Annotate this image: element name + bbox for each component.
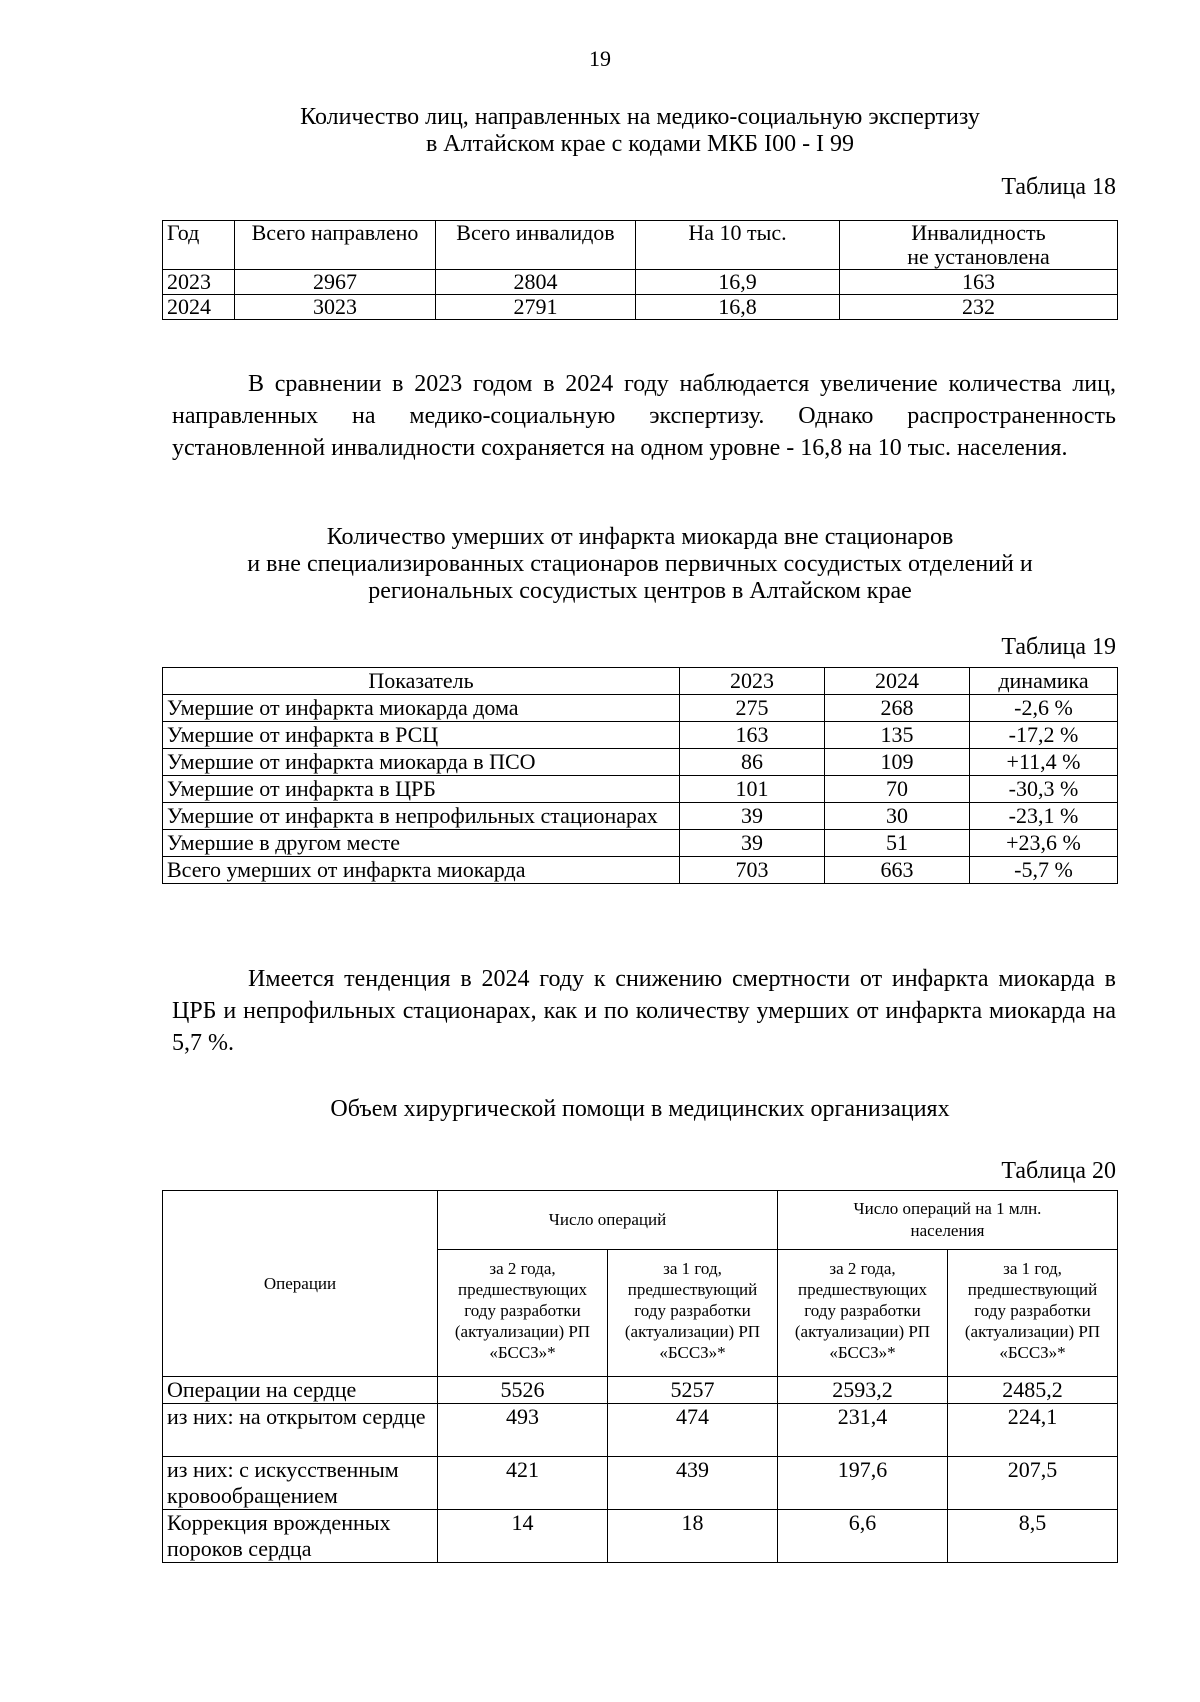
cell: 2967 [235, 270, 436, 295]
col-header-2023: 2023 [680, 668, 825, 695]
table-row [163, 1377, 1118, 1404]
table-row [163, 270, 1118, 295]
cell: 135 [825, 722, 970, 749]
cell: 232 [840, 295, 1118, 320]
cell: 70 [825, 776, 970, 803]
table19-caption: Таблица 19 [1001, 634, 1116, 660]
table-row [163, 1510, 1118, 1563]
table-19 [162, 667, 1118, 884]
table-row [163, 857, 1118, 884]
col-header-per-10k: На 10 тыс. [636, 221, 840, 270]
subheader: за 1 год, предшествующий году разработки (актуализации) РП «БССЗ»* [948, 1250, 1118, 1377]
cell: Умершие в другом месте [163, 830, 680, 857]
cell: Операции на сердце [163, 1377, 438, 1404]
table-header-row [163, 1191, 1118, 1250]
paragraph-2 [172, 963, 1116, 1059]
cell: 231,4 [778, 1404, 948, 1457]
table19-title-line: и вне специализированных стационаров первичных сосудистых отделений и [247, 551, 1033, 577]
table-row [163, 803, 1118, 830]
cell: 39 [680, 830, 825, 857]
table-row [163, 722, 1118, 749]
col-group-operations-count: Число операций [438, 1191, 778, 1250]
cell: -2,6 % [970, 695, 1118, 722]
table18-title-line: Количество лиц, направленных на медико-социальную экспертизу [300, 104, 980, 130]
table-row [163, 695, 1118, 722]
table-header-row [163, 221, 1118, 270]
cell: -17,2 % [970, 722, 1118, 749]
table-20 [162, 1190, 1118, 1563]
cell: Умершие от инфаркта в непрофильных стационарах [163, 803, 680, 830]
cell: 2804 [436, 270, 636, 295]
col-header-indicator: Показатель [163, 668, 680, 695]
cell: -5,7 % [970, 857, 1118, 884]
cell: 18 [608, 1510, 778, 1563]
col-header-dynamics: динамика [970, 668, 1118, 695]
cell: +23,6 % [970, 830, 1118, 857]
paragraph-1-text: В сравнении в 2023 годом в 2024 году наблюдается увеличение количества лиц, направленных на медико-социальную экспертизу. Однако распространенность установленной инвалидности сохраняется на одном уровне - 16,8 на 10 тыс. населения. [172, 371, 1116, 461]
cell: 5526 [438, 1377, 608, 1404]
table-row [163, 749, 1118, 776]
table-row [163, 295, 1118, 320]
cell: 197,6 [778, 1457, 948, 1510]
cell: 14 [438, 1510, 608, 1563]
table-row [163, 1457, 1118, 1510]
cell: Умершие от инфаркта миокарда дома [163, 695, 680, 722]
cell: 474 [608, 1404, 778, 1457]
table19-title-line: региональных сосудистых центров в Алтайском крае [368, 578, 912, 604]
table18-caption: Таблица 18 [1001, 174, 1116, 200]
cell: 109 [825, 749, 970, 776]
cell: 163 [840, 270, 1118, 295]
cell: Умершие от инфаркта миокарда в ПСО [163, 749, 680, 776]
cell: 439 [608, 1457, 778, 1510]
cell: 493 [438, 1404, 608, 1457]
table19-title-line: Количество умерших от инфаркта миокарда вне стационаров [326, 524, 954, 550]
cell: Всего умерших от инфаркта миокарда [163, 857, 680, 884]
cell: из них: с искусственным кровообращением [163, 1457, 438, 1510]
page-number: 19 [589, 46, 611, 71]
table20-title [160, 1096, 1120, 1123]
table20-title-line: Объем хирургической помощи в медицинских организациях [330, 1096, 950, 1122]
cell: 16,9 [636, 270, 840, 295]
table-row [163, 1404, 1118, 1457]
paragraph-2-text: Имеется тенденция в 2024 году к снижению смертности от инфаркта миокарда в ЦРБ и непрофильных стационарах, как и по количеству умерших от инфаркта миокарда на 5,7 %. [172, 966, 1116, 1056]
cell: +11,4 % [970, 749, 1118, 776]
cell: 207,5 [948, 1457, 1118, 1510]
table19-title [160, 524, 1120, 605]
table18-title [160, 104, 1120, 158]
cell: 663 [825, 857, 970, 884]
cell: 5257 [608, 1377, 778, 1404]
col-header-total-disabled: Всего инвалидов [436, 221, 636, 270]
table-18 [162, 220, 1118, 320]
cell: 163 [680, 722, 825, 749]
cell: 224,1 [948, 1404, 1118, 1457]
table18-title-line: в Алтайском крае с кодами МКБ I00 - I 99 [425, 131, 855, 157]
cell: 30 [825, 803, 970, 830]
cell: 86 [680, 749, 825, 776]
cell: 275 [680, 695, 825, 722]
cell: -23,1 % [970, 803, 1118, 830]
cell: 6,6 [778, 1510, 948, 1563]
col-header-2024: 2024 [825, 668, 970, 695]
subheader: за 2 года, предшествующих году разработки (актуализации) РП «БССЗ»* [778, 1250, 948, 1377]
cell: 2791 [436, 295, 636, 320]
header-line: не установлена [907, 244, 1050, 269]
table20-caption: Таблица 20 [1001, 1158, 1116, 1184]
cell: 703 [680, 857, 825, 884]
paragraph-1 [172, 368, 1116, 464]
col-header-year: Год [163, 221, 235, 270]
col-header-total-referred: Всего направлено [235, 221, 436, 270]
cell: 39 [680, 803, 825, 830]
cell: 2485,2 [948, 1377, 1118, 1404]
cell: из них: на открытом сердце [163, 1404, 438, 1457]
cell: 8,5 [948, 1510, 1118, 1563]
cell: 2593,2 [778, 1377, 948, 1404]
cell: 51 [825, 830, 970, 857]
cell: 16,8 [636, 295, 840, 320]
table-row [163, 776, 1118, 803]
cell: 2024 [163, 295, 235, 320]
cell: Умершие от инфаркта в РСЦ [163, 722, 680, 749]
subheader: за 1 год, предшествующий году разработки (актуализации) РП «БССЗ»* [608, 1250, 778, 1377]
header-line: Инвалидность [911, 220, 1046, 245]
table-row [163, 830, 1118, 857]
cell: 421 [438, 1457, 608, 1510]
cell: -30,3 % [970, 776, 1118, 803]
cell: 101 [680, 776, 825, 803]
table-header-row [163, 668, 1118, 695]
subheader: за 2 года, предшествующих году разработки (актуализации) РП «БССЗ»* [438, 1250, 608, 1377]
cell: Умершие от инфаркта в ЦРБ [163, 776, 680, 803]
col-header-not-established [840, 221, 1118, 270]
cell: Коррекция врожденных пороков сердца [163, 1510, 438, 1563]
col-header-operations: Операции [163, 1191, 438, 1377]
cell: 268 [825, 695, 970, 722]
cell: 3023 [235, 295, 436, 320]
cell: 2023 [163, 270, 235, 295]
col-group-per-million: Число операций на 1 млн. населения [778, 1191, 1118, 1250]
